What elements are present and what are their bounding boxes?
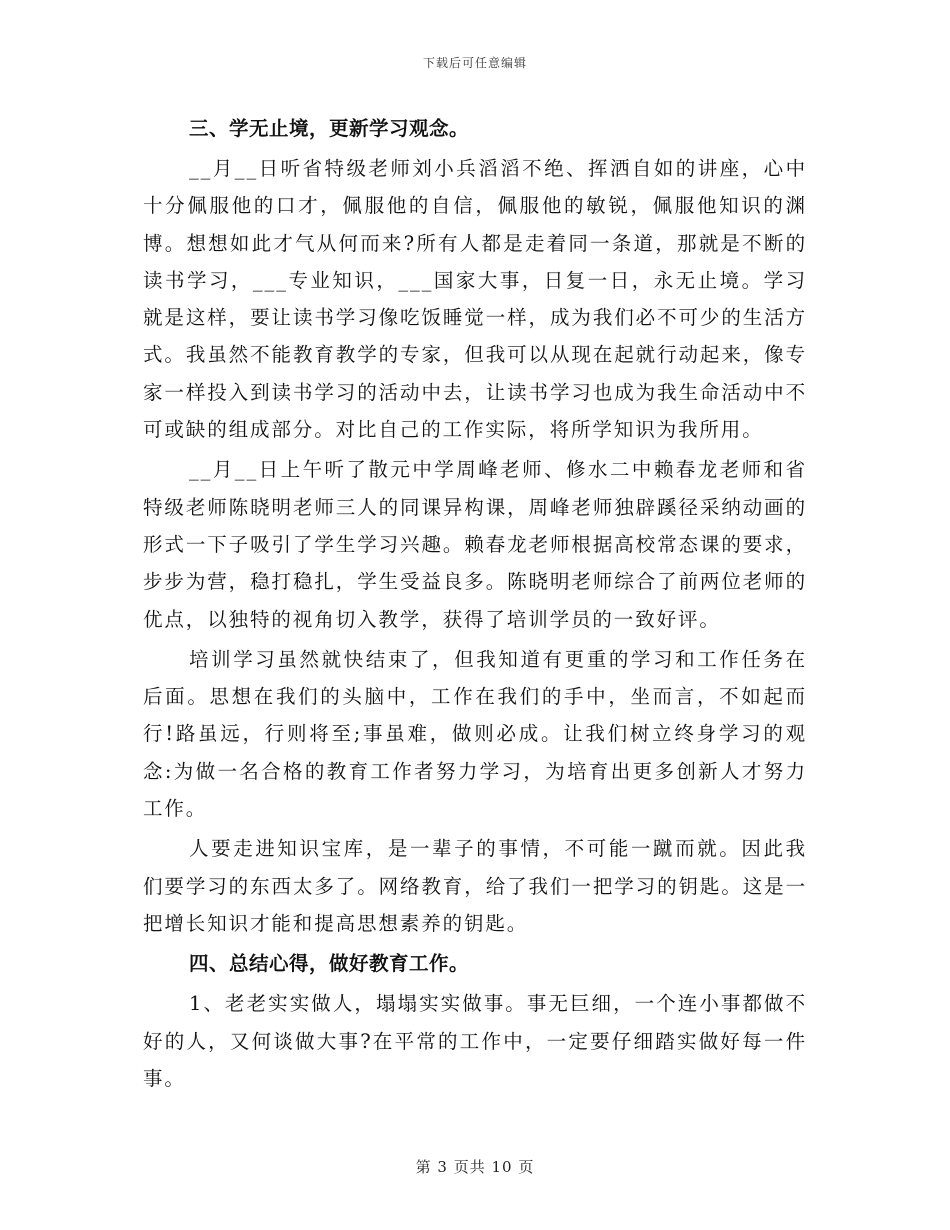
page-number-footer: 第 3 页共 10 页 [415, 1158, 535, 1176]
page-header-note: 下载后可任意编辑 [422, 56, 527, 70]
paragraph: __月__日听省特级老师刘小兵滔滔不绝、挥洒自如的讲座，心中十分佩服他的口才，佩服他的自信，佩服他的敏锐，佩服他知识的渊博。想想如此才气从何而来?所有人都是走着同一条道，那就是不断的读书学习，___专业知识，___国家大事，日复一日，永无止境。学习就是这样，要让读书学习像吃饭睡觉一样，成为我们必不可少的生活方式。我虽然不能教育教学的专家，但我可以从现在起就行动起来，像专家一样投入到读书学习的活动中去，让读书学习也成为我生命活动中不可或缺的组成部分。对比自己的工作实际，将所学知识为我所用。 [143, 157, 807, 442]
paragraph: 人要走进知识宝库，是一辈子的事情，不可能一蹴而就。因此我们要学习的东西太多了。网络教育，给了我们一把学习的钥匙。这是一把增长知识才能和提高思想素养的钥匙。 [143, 837, 807, 935]
paragraph: __月__日上午听了散元中学周峰老师、修水二中赖春龙老师和省特级老师陈晓明老师三人的同课异构课，周峰老师独辟蹊径采纳动画的形式一下子吸引了学生学习兴趣。赖春龙老师根据高校常态课的要求，步步为营，稳打稳扎，学生受益良多。陈晓明老师综合了前两位老师的优点，以独特的视角切入教学，获得了培训学员的一致好评。 [143, 458, 807, 631]
section-heading-3: 三、学无止境，更新学习观念。 [189, 117, 470, 140]
paragraph: 1、老老实实做人，塌塌实实做事。事无巨细，一个连小事都做不好的人，又何谈做大事?在平常的工作中，一定要仔细踏实做好每一件事。 [143, 992, 807, 1090]
paragraph: 培训学习虽然就快结束了，但我知道有更重的学习和工作任务在后面。思想在我们的头脑中，工作在我们的手中，坐而言，不如起而行!路虽远，行则将至;事虽难，做则必成。让我们树立终身学习的观念:为做一名合格的教育工作者努力学习，为培育出更多创新人才努力工作。 [143, 647, 807, 821]
section-heading-4: 四、总结心得，做好教育工作。 [189, 952, 470, 976]
document-body [143, 110, 807, 1100]
